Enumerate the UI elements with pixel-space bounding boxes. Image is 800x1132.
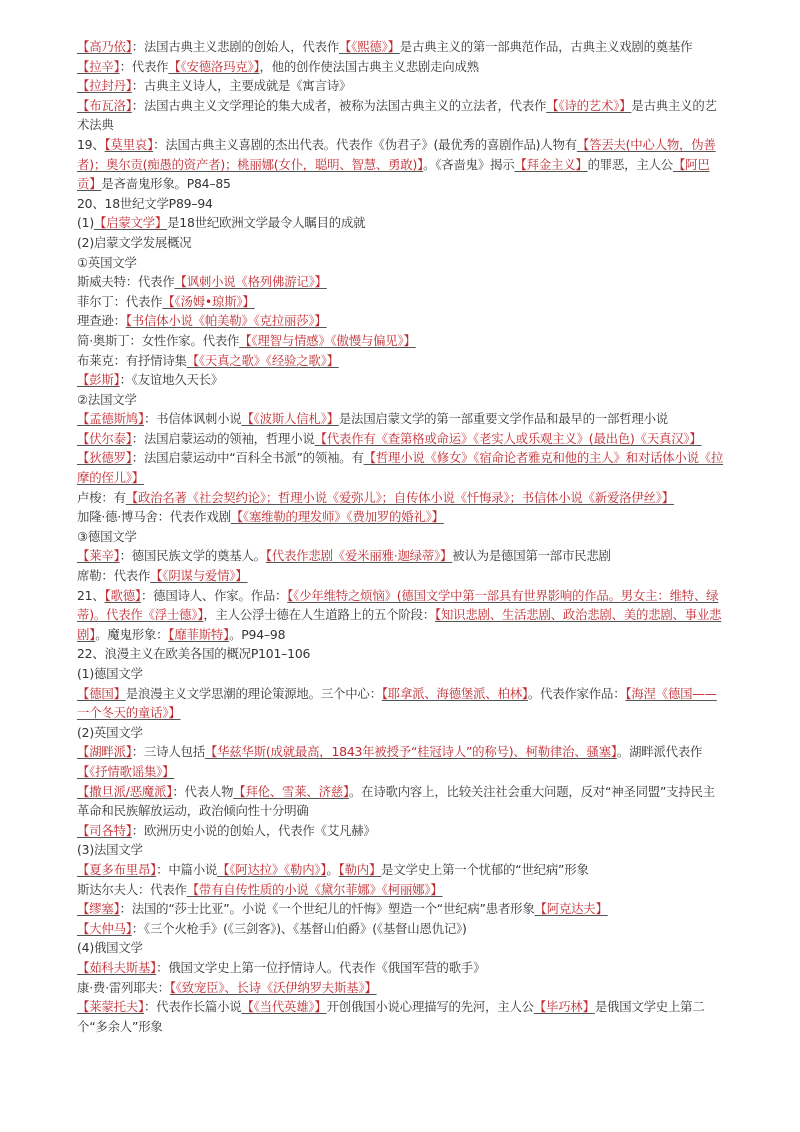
- highlighted-term: 【代表作悲剧《爱米丽雅·迦绿蒂》】: [265, 548, 453, 564]
- plain-text: 。魔鬼形象：: [95, 626, 169, 642]
- highlighted-term: 【《当代英雄》】: [241, 999, 327, 1015]
- text-line: [77, 566, 727, 586]
- plain-text: (1): [77, 215, 94, 231]
- plain-text: 。《吝啬鬼》揭示: [423, 156, 515, 172]
- highlighted-term: 【大仲马】: [77, 920, 132, 936]
- plain-text: ：《友谊地久天长》: [119, 372, 224, 388]
- plain-text: 加隆·德·博马舍：代表作戏剧: [77, 509, 231, 525]
- text-line: [77, 546, 727, 566]
- highlighted-term: 【政治名著《社会契约论》；哲理小说《爱弥儿》；自传体小说《忏悔录》；书信体小说《新爱洛伊丝》】: [125, 489, 674, 505]
- highlighted-term: 【启蒙文学】: [93, 215, 168, 231]
- plain-text: 21、: [77, 587, 105, 603]
- plain-text: ：法国的“莎士比亚”。小说《一个世纪儿的忏悔》塑造一个“世纪病”患者形象: [119, 901, 535, 917]
- highlighted-term: 【茹科夫斯基】: [77, 959, 157, 975]
- highlighted-term: 【《塞维勒的理发师》《费加罗的婚礼》】: [230, 509, 444, 525]
- plain-text: 斯威夫特：代表作: [77, 274, 175, 290]
- text-line: [77, 507, 727, 527]
- highlighted-term: 【《少年维特之烦恼》(德国文学中第一部具有世界影响的作品。男女主：维特、绿蒂)。代表作《浮士德》】: [77, 587, 719, 623]
- text-line: [77, 370, 727, 390]
- highlighted-term: 【耶拿派、海德堡派、柏林】: [381, 685, 528, 701]
- text-line: [77, 488, 727, 508]
- highlighted-term: 【拜金主义】: [514, 156, 588, 172]
- text-line: [77, 664, 727, 684]
- plain-text: 卢梭：有: [77, 489, 126, 505]
- highlighted-term: 【华兹华斯(成就最高，1843年被授予“桂冠诗人”的称号)、柯勒律治、骚塞】: [204, 744, 617, 760]
- plain-text: ①英国文学: [77, 254, 137, 270]
- plain-text: 。湖畔派代表作: [616, 744, 703, 760]
- plain-text: (2)英国文学: [77, 724, 143, 740]
- plain-text: ：代表作: [119, 58, 169, 74]
- plain-text: 被认为是德国第一部市民悲剧: [452, 548, 611, 564]
- highlighted-term: 【哲理小说《修女》《宿命论者雅克和他的主人》和对话体小说《拉摩的侄儿》】: [77, 450, 724, 486]
- plain-text: ②法国文学: [77, 391, 137, 407]
- text-line: [77, 880, 727, 900]
- highlighted-term: 【勒内】: [338, 861, 382, 877]
- plain-text: (1)德国文学: [77, 666, 143, 681]
- plain-text: 是吝啬鬼形象。P84–85: [101, 176, 231, 192]
- plain-text: 开创俄国小说心理描写的先河，主人公: [326, 999, 534, 1015]
- plain-text: ：法国启蒙运动中“百科全书派”的领袖。有: [131, 450, 364, 466]
- highlighted-term: 【《汤姆•琼斯》】: [162, 293, 255, 309]
- plain-text: (4)俄国文学: [77, 940, 143, 956]
- highlighted-term: 【《致宠臣》、长诗《沃伊纳罗夫斯基》】: [169, 979, 377, 995]
- highlighted-term: 【狄德罗】: [77, 450, 132, 466]
- text-line: [77, 821, 727, 841]
- plain-text: 是浪漫主义文学思潮的理论策源地。三个中心：: [125, 685, 382, 701]
- highlighted-term: 【司各特】: [77, 822, 132, 838]
- text-line: [77, 292, 727, 312]
- highlighted-term: 【莱蒙托夫】: [77, 999, 144, 1015]
- plain-text: ：书信体讽刺小说: [143, 411, 242, 427]
- text-line: [77, 331, 727, 351]
- highlighted-term: 【伏尔泰】: [77, 430, 132, 446]
- text-line: [77, 448, 727, 487]
- plain-text: 席勒：代表作: [77, 568, 151, 584]
- plain-text: ：法国古典主义悲剧的创始人，代表作: [131, 39, 340, 54]
- highlighted-term: 【带有自传性质的小说《黛尔菲娜》《柯丽娜》】: [186, 881, 443, 897]
- text-line: [77, 958, 727, 978]
- text-line: [77, 135, 727, 194]
- plain-text: ③德国文学: [77, 528, 137, 544]
- highlighted-term: 【海涅《德国——一个冬天的童话》】: [77, 685, 717, 721]
- text-line: [77, 351, 727, 371]
- plain-text: ：欧洲历史小说的创始人，代表作《艾凡赫》: [131, 822, 376, 838]
- highlighted-term: 【莱辛】: [77, 548, 120, 564]
- highlighted-term: 【阿巴贡】: [77, 156, 710, 192]
- plain-text: ：法国启蒙运动的领袖，哲理小说: [131, 430, 315, 446]
- text-line: [77, 684, 727, 723]
- text-line: [77, 840, 727, 860]
- highlighted-term: 【《安德洛玛克》】: [168, 58, 260, 74]
- text-line: [77, 997, 727, 1036]
- highlighted-term: 【德国】: [77, 685, 126, 701]
- plain-text: 是古典主义的艺术法典: [77, 97, 717, 133]
- plain-text: 是文学史上第一个忧郁的“世纪病”形象: [381, 861, 589, 877]
- text-line: [77, 644, 727, 664]
- plain-text: 22、浪漫主义在欧美各国的概况P101–106: [77, 646, 311, 662]
- plain-text: (2)启蒙文学发展概况: [77, 234, 192, 250]
- text-line: [77, 96, 727, 135]
- text-line: [77, 429, 727, 449]
- plain-text: 简·奥斯丁：女性作家。代表作: [77, 332, 240, 348]
- highlighted-term: 【《诗的艺术》】: [546, 97, 632, 113]
- highlighted-term: 【《熙德》】: [339, 39, 400, 54]
- highlighted-term: 【歌德】: [104, 587, 141, 603]
- study-notes-document: [77, 37, 727, 1036]
- highlighted-term: 【湖畔派】: [77, 744, 132, 760]
- highlighted-term: 【答丟夫(中心人物，伪善者)；奥尔贡(痴愚的资产者)；桃丽娜(女仆，聪明、智慧、勇敢)】: [77, 136, 716, 172]
- plain-text: 19、: [77, 136, 105, 152]
- highlighted-term: 【撒旦派/恶魔派】: [77, 783, 173, 799]
- highlighted-term: 【布瓦洛】: [77, 97, 132, 113]
- highlighted-term: 【阿克达夫】: [534, 901, 608, 917]
- text-line: [77, 194, 727, 214]
- plain-text: ：古典主义诗人，主要成就是《寓言诗》: [131, 78, 352, 94]
- plain-text: 斯达尔夫人：代表作: [77, 881, 187, 897]
- text-line: [77, 586, 727, 645]
- plain-text: 是俄国文学史上第二个“多余人”形象: [77, 999, 705, 1034]
- highlighted-term: 【靡菲斯特】: [168, 626, 230, 642]
- text-line: [77, 37, 727, 57]
- plain-text: ：德国民族文学的奠基人。: [119, 548, 266, 564]
- highlighted-term: 【《抒情歌谣集》】: [77, 763, 175, 779]
- plain-text: ：三诗人包括: [131, 744, 205, 760]
- plain-text: ：法国古典主义喜剧的杰出代表。代表作《伪君子》(最优秀的喜剧作品)人物有: [153, 136, 577, 152]
- text-line: [77, 409, 727, 429]
- highlighted-term: 【缪塞】: [77, 901, 120, 917]
- highlighted-term: 【讽刺小说《格列佛游记》】: [174, 274, 327, 290]
- highlighted-term: 【孟德斯鸠】: [77, 411, 144, 427]
- plain-text: ：德国诗人、作家。作品：: [140, 587, 288, 603]
- plain-text: 康·费·雷列耶夫：: [77, 979, 170, 995]
- highlighted-term: 【毕巧林】: [533, 999, 595, 1015]
- text-line: [77, 978, 727, 998]
- text-line: [77, 723, 727, 743]
- highlighted-term: 【代表作有《查第格或命运》《老实人或乐观主义》(最出色)《天真汉》】: [314, 430, 702, 446]
- highlighted-term: 【《阴谋与爱情》】: [150, 568, 248, 584]
- plain-text: 是古典主义的第一部典范作品，古典主义戏剧的奠基作: [399, 39, 693, 54]
- highlighted-term: 【《理智与情感》《傲慢与偏见》】: [239, 332, 416, 348]
- text-line: [77, 390, 727, 410]
- text-line: [77, 527, 727, 547]
- plain-text: ：《三个火枪手》(《三剑客》)、《基督山伯爵》(《基督山恩仇记》): [131, 920, 467, 936]
- highlighted-term: 【高乃依】: [77, 39, 132, 54]
- plain-text: ：代表作长篇小说: [143, 999, 242, 1015]
- plain-text: 是法国启蒙文学的第一部重要文学作品和最早的一部哲理小说: [338, 411, 668, 427]
- plain-text: 。P94–98: [229, 626, 286, 642]
- plain-text: ，他的创作使法国古典主义悲剧走向成熟: [259, 58, 479, 74]
- text-line: [77, 253, 727, 273]
- highlighted-term: 【彭斯】: [77, 372, 120, 388]
- plain-text: (3)法国文学: [77, 842, 143, 858]
- plain-text: 理查逊：: [77, 313, 126, 329]
- text-line: [77, 899, 727, 919]
- plain-text: ：俄国文学史上第一位抒情诗人。代表作《俄国军营的歌手》: [156, 959, 486, 975]
- plain-text: 是18世纪欧洲文学最令人瞩目的成就: [167, 215, 366, 231]
- text-line: [77, 76, 727, 96]
- plain-text: ：法国古典主义文学理论的集大成者，被称为法国古典主义的立法者，代表作: [131, 97, 547, 113]
- text-line: [77, 919, 727, 939]
- highlighted-term: 【《波斯人信札》】: [241, 411, 339, 427]
- highlighted-term: 【拉封丹】: [77, 78, 132, 94]
- highlighted-term: 【知识悲剧、生活悲剧、政治悲剧、美的悲剧、事业悲剧】: [77, 607, 722, 642]
- text-line: [77, 742, 727, 781]
- plain-text: 20、18世纪文学P89–94: [77, 195, 213, 211]
- text-line: [77, 213, 727, 233]
- text-line: [77, 57, 727, 77]
- highlighted-term: 【《阿达拉》《勒内》】: [217, 861, 327, 877]
- plain-text: ，主人公浮士德在人生道路上的五个阶段：: [203, 607, 435, 623]
- text-line: [77, 782, 727, 821]
- text-line: [77, 272, 727, 292]
- highlighted-term: 【书信体小说《帕美勒》《克拉丽莎》】: [125, 313, 327, 329]
- highlighted-term: 【《天真之歌》《经验之歌》】: [186, 352, 339, 368]
- plain-text: ：代表人物: [172, 783, 234, 799]
- plain-text: ：中篇小说: [156, 861, 218, 877]
- highlighted-term: 【拉辛】: [77, 58, 120, 74]
- highlighted-term: 【拜伦、雪莱、济慈】: [233, 783, 349, 799]
- text-line: [77, 311, 727, 331]
- plain-text: 布莱克：有抒情诗集: [77, 352, 187, 368]
- plain-text: 菲尔丁：代表作: [77, 293, 163, 309]
- text-line: [77, 233, 727, 253]
- plain-text: 。: [326, 861, 339, 877]
- text-line: [77, 938, 727, 958]
- highlighted-term: 【夏多布里昂】: [77, 861, 157, 877]
- highlighted-term: 【莫里哀】: [104, 136, 154, 152]
- plain-text: 的罪恶，主人公: [587, 156, 673, 172]
- plain-text: 。代表作家作品：: [527, 685, 626, 701]
- plain-text: 。在诗歌内容上，比较关注社会重大问题，反对“神圣同盟”支持民主革命和民族解放运动，政治倾向性十分明确: [77, 783, 715, 819]
- text-line: [77, 860, 727, 880]
